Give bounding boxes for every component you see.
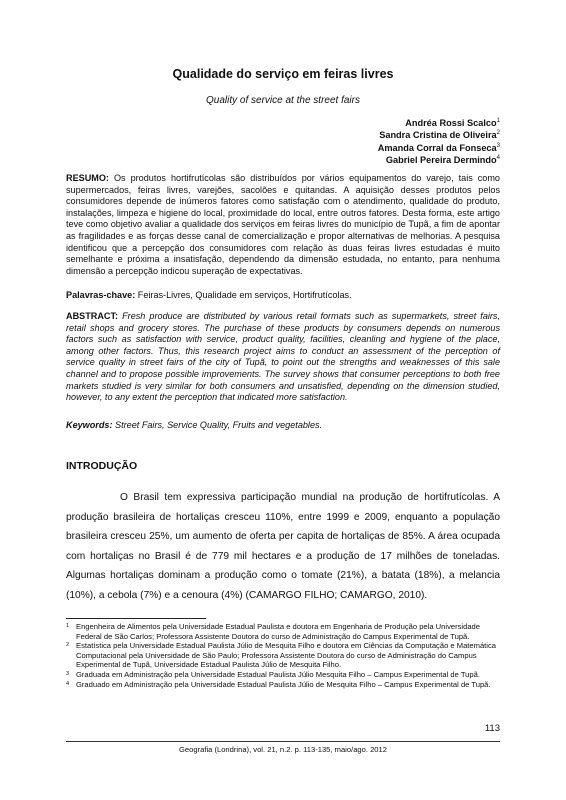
- author-list: [378, 117, 500, 166]
- footnote-mark: 3: [66, 670, 70, 677]
- resumo-text: Os produtos hortifrutícolas são distribuídos por vários equipamentos do varejo, tais como supermercados, feiras livres, varejões, sacolões e quitandas. A aquisição desses produtos pelos consumidores depende de inúmeros fatores como satisfação com o atendimento, qualidade do produto, instalações, limpeza e higiene do local, proximidade do local, entre outros fatores. Desta forma, este artigo teve como objetivo avaliar a qualidade dos serviços em feiras livres do município de Tupã, a fim de apontar as fragilidades e as forças desse canal de comercialização e propor alternativas de melhorias. A pesquisa identificou que a percepção dos consumidores com relação às duas feiras livres estudadas é muito semelhante e próxima a insatisfação, dependendo da dimensão estudada, no entanto, para nenhuma dimensão a percepção indicou superação de expectativas.: [66, 173, 500, 276]
- paper-title: Qualidade do serviço em feiras livres: [172, 67, 394, 81]
- keywords-pt-label: Palavras-chave:: [66, 290, 136, 300]
- intro-paragraph: O Brasil tem expressiva participação mundial na produção de hortifrutícolas. A produção brasileira de hortaliças cresceu 110%, entre 1999 e 2009, enquanto a população brasileira cresceu 25%, um aumento de oferta per capita de hortaliças de 85%. A área ocupada com hortaliças no Brasil é de 779 mil hectares e a produção de 17 milhões de toneladas. Algumas hortaliças dominam a produção como o tomate (21%), a batata (18%), a melancia (10%), a cebola (7%) e a cenoura (4%) (CAMARGO FILHO; CAMARGO, 2010).: [66, 492, 500, 601]
- keywords-en-label: Keywords:: [66, 420, 113, 430]
- footnote-item: [66, 680, 500, 690]
- author-2: [378, 129, 500, 141]
- footnote-divider: [66, 618, 206, 619]
- author-footnote-mark: 2: [496, 130, 500, 137]
- footnote-mark: 4: [66, 680, 70, 687]
- footnote-text: Estatística pela Universidade Estadual Paulista Júlio de Mesquita Filho e doutora em Ciências da Computação e Matemática Computacional pela Universidade de São Paulo; Professora Assistente Doutora do curso de Administração do Campus Experimental de Tupã, Universidade Estadual Paulista Júlio de Mesquita Filho.: [76, 641, 496, 670]
- author-footnote-mark: 4: [496, 154, 500, 161]
- footnote-mark: 1: [66, 623, 70, 629]
- footnote-list: [66, 622, 500, 689]
- keywords-pt-text: Feiras-Livres, Qualidade em serviços, Hortifrutícolas.: [137, 290, 352, 300]
- footnote-item: [66, 670, 500, 680]
- author-name: Sandra Cristina de Oliveira: [379, 130, 497, 141]
- author-name: Andréa Rossi Scalco: [405, 118, 497, 128]
- intro-heading: INTRODUÇÃO: [66, 460, 138, 472]
- keywords-pt-paragraph: [66, 290, 500, 302]
- resumo-paragraph: [66, 173, 500, 277]
- author-footnote-mark: 3: [496, 142, 500, 149]
- author-3: [378, 142, 500, 154]
- footer-divider: [66, 741, 500, 742]
- footnote-text: Graduada em Administração pela Universidade Estadual Paulista Júlio Mesquita Filho – Campus Experimental de Tupã.: [76, 669, 480, 679]
- footnote-mark: 2: [66, 642, 70, 649]
- author-1: [378, 117, 500, 129]
- author-footnote-mark: 1: [496, 117, 500, 124]
- author-4: [378, 154, 500, 166]
- paper-subtitle: Quality of service at the street fairs: [206, 95, 360, 106]
- keywords-en-paragraph: [66, 420, 500, 432]
- footnote-item: [66, 622, 500, 641]
- footnote-text: Graduado em Administração pela Universidade Estadual Paulista Júlio de Mesquita Filho – Campus Experimental de Tupã.: [76, 679, 491, 689]
- author-name: Amanda Corral da Fonseca: [377, 142, 497, 153]
- abstract-label: ABSTRACT:: [66, 311, 119, 321]
- page-number: 113: [484, 723, 500, 734]
- author-name: Gabriel Pereira Dermindo: [385, 154, 497, 165]
- journal-citation: Geografia (Londrina), vol. 21, n.2. p. 113-135, maio/ago. 2012: [179, 745, 387, 754]
- footnote-text: Engenheira de Alimentos pela Universidade Estadual Paulista e doutora em Engenharia de Produção pela Universidade Federal de São Carlos; Professora Assistente Doutora do curso de Administração do Campus Experimental de Tupã.: [76, 622, 480, 641]
- footnote-item: [66, 641, 500, 670]
- abstract-text: Fresh produce are distributed by various retail formats such as supermarkets, street fairs, retail shops and grocery stores. The purchase of these products by consumers depends on numerous factors such as satisfaction with service, product quality, facilities, cleanling and hygiene of the place, among other factors. Thus, this research project aims to conduct an assessment of the perception of service quality in street fairs of the city of Tupã, to point out the strengths and weaknesses of this sale channel and to propose possible improvements. The survey shows that consumer perceptions to both free markets studied is very similar for both consumers and unsatisfied, depending on the dimension studied, however, to any extent the perception that indicated more satisfaction.: [66, 311, 500, 403]
- resumo-label: RESUMO:: [66, 173, 109, 183]
- keywords-en-text: Street Fairs, Service Quality, Fruits and vegetables.: [115, 420, 323, 430]
- abstract-paragraph: [66, 311, 500, 404]
